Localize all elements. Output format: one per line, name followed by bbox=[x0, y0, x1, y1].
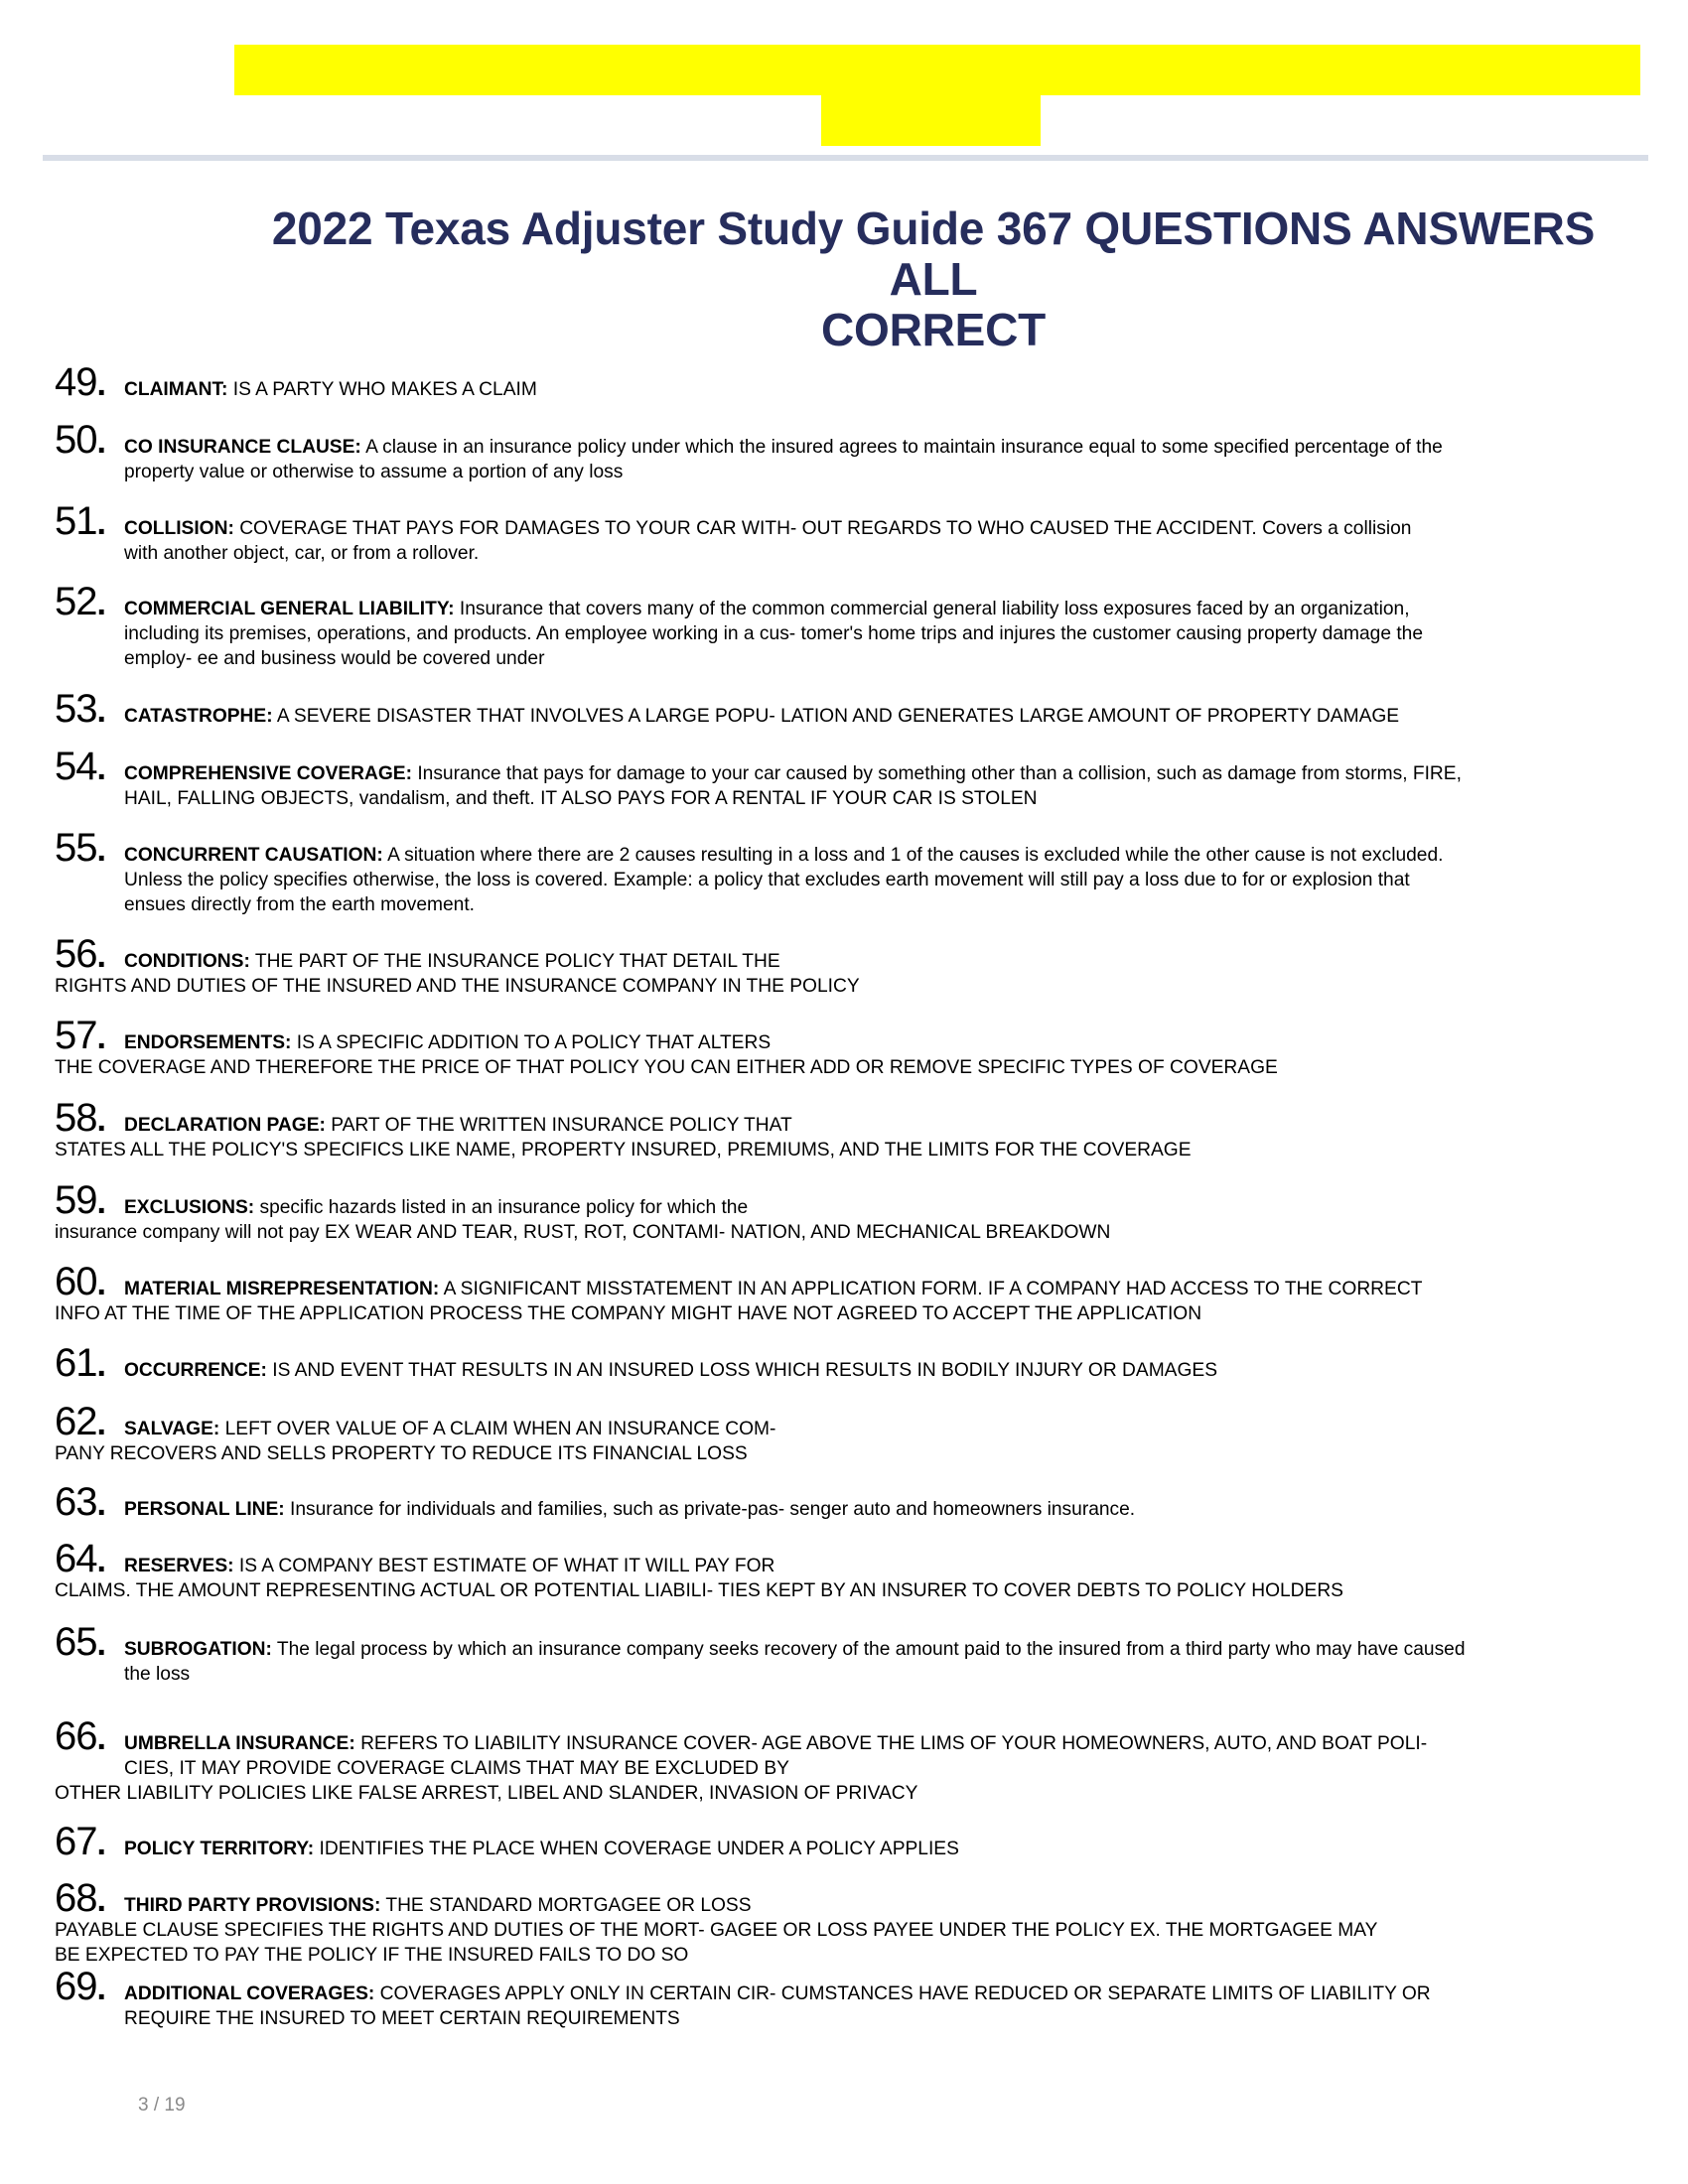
item-definition: A SIGNIFICANT MISSTATEMENT IN AN APPLICATION FORM. IF A COMPANY HAD ACCESS TO THE CORRECT bbox=[439, 1279, 1423, 1299]
item-number: 50. bbox=[55, 418, 105, 462]
item-definition: PART OF THE WRITTEN INSURANCE POLICY THAT bbox=[325, 1115, 792, 1136]
glossary-item-51 bbox=[55, 499, 1653, 566]
title-line-1: 2022 Texas Adjuster Study Guide 367 QUESTIONS ANSWERS ALL bbox=[271, 203, 1596, 305]
item-definition: COVERAGES APPLY ONLY IN CERTAIN CIR- CUMSTANCES HAVE REDUCED OR SEPARATE LIMITS OF LIABILITY OR bbox=[374, 1983, 1431, 2004]
glossary-item-69 bbox=[55, 1965, 1653, 2031]
glossary-item-68 bbox=[55, 1876, 1653, 1968]
item-term: PERSONAL LINE: bbox=[124, 1499, 285, 1520]
item-term: THIRD PARTY PROVISIONS: bbox=[124, 1895, 381, 1916]
item-definition: Insurance for individuals and families, such as private-pas- senger auto and homeowners insurance. bbox=[284, 1499, 1136, 1520]
glossary-item-62 bbox=[55, 1400, 1653, 1466]
item-number: 52. bbox=[55, 580, 105, 623]
item-definition: IDENTIFIES THE PLACE WHEN COVERAGE UNDER A POLICY APPLIES bbox=[314, 1839, 959, 1859]
item-definition-cont: PAYABLE CLAUSE SPECIFIES THE RIGHTS AND DUTIES OF THE MORT- GAGEE OR LOSS PAYEE UNDER THE POLICY EX. THE MORTGAGEE MAY bbox=[55, 1920, 1378, 1941]
item-definition: COVERAGE THAT PAYS FOR DAMAGES TO YOUR CAR WITH- OUT REGARDS TO WHO CAUSED THE ACCIDENT. Covers a collision bbox=[233, 518, 1412, 539]
glossary-item-52 bbox=[55, 580, 1653, 671]
item-term: COMMERCIAL GENERAL LIABILITY: bbox=[124, 599, 455, 619]
item-number: 63. bbox=[55, 1480, 105, 1524]
item-definition: specific hazards listed in an insurance policy for which the bbox=[254, 1197, 749, 1218]
item-term: RESERVES: bbox=[124, 1556, 234, 1576]
item-definition-cont: Unless the policy specifies otherwise, the loss is covered. Example: a policy that excludes earth movement will still pay a loss due to for or explosion that bbox=[124, 870, 1410, 890]
item-number: 56. bbox=[55, 932, 105, 976]
item-definition-cont: CLAIMS. THE AMOUNT REPRESENTING ACTUAL OR POTENTIAL LIABILI- TIES KEPT BY AN INSURER TO COVER DEBTS TO POLICY HOLDERS bbox=[55, 1580, 1343, 1601]
item-definition-cont: including its premises, operations, and products. An employee working in a cus- tomer's home trips and injures the customer causing property damage the bbox=[124, 623, 1424, 644]
item-term: POLICY TERRITORY: bbox=[124, 1839, 315, 1859]
glossary-item-64 bbox=[55, 1537, 1653, 1603]
item-term: ADDITIONAL COVERAGES: bbox=[124, 1983, 375, 2004]
item-term: ENDORSEMENTS: bbox=[124, 1032, 292, 1053]
item-definition-cont: with another object, car, or from a rollover. bbox=[124, 543, 480, 564]
item-number: 55. bbox=[55, 826, 105, 870]
header-divider bbox=[43, 155, 1648, 161]
item-definition: THE STANDARD MORTGAGEE OR LOSS bbox=[380, 1895, 752, 1916]
glossary-item-53 bbox=[55, 687, 1653, 731]
glossary-item-66 bbox=[55, 1714, 1653, 1806]
glossary-item-63 bbox=[55, 1480, 1653, 1524]
item-term: CO INSURANCE CLAUSE: bbox=[124, 437, 361, 458]
item-term: COMPREHENSIVE COVERAGE: bbox=[124, 763, 412, 784]
item-definition: The legal process by which an insurance company seeks recovery of the amount paid to the insured from a third party who may have caused bbox=[271, 1639, 1466, 1660]
item-number: 51. bbox=[55, 499, 105, 543]
item-number: 49. bbox=[55, 360, 105, 404]
page-indicator: 3 / 19 bbox=[138, 2095, 186, 2116]
glossary-item-67 bbox=[55, 1820, 1653, 1863]
item-definition-cont: THE COVERAGE AND THEREFORE THE PRICE OF THAT POLICY YOU CAN EITHER ADD OR REMOVE SPECIFIC TYPES OF COVERAGE bbox=[55, 1057, 1278, 1078]
item-term: SALVAGE: bbox=[124, 1419, 220, 1439]
item-term: MATERIAL MISREPRESENTATION: bbox=[124, 1279, 440, 1299]
glossary-item-55 bbox=[55, 826, 1653, 917]
glossary-item-60 bbox=[55, 1260, 1653, 1326]
item-term: OCCURRENCE: bbox=[124, 1360, 267, 1381]
item-definition-cont: REQUIRE THE INSURED TO MEET CERTAIN REQUIREMENTS bbox=[124, 2008, 680, 2029]
item-definition: THE PART OF THE INSURANCE POLICY THAT DETAIL THE bbox=[249, 951, 780, 972]
item-definition: A SEVERE DISASTER THAT INVOLVES A LARGE POPU- LATION AND GENERATES LARGE AMOUNT OF PROPERTY DAMAGE bbox=[272, 706, 1400, 727]
item-number: 64. bbox=[55, 1537, 105, 1580]
glossary-item-59 bbox=[55, 1178, 1653, 1245]
item-term: CLAIMANT: bbox=[124, 379, 228, 400]
glossary-item-54 bbox=[55, 745, 1653, 811]
item-definition-cont: employ- ee and business would be covered under bbox=[124, 648, 545, 669]
item-number: 66. bbox=[55, 1714, 105, 1758]
item-definition-cont: CIES, IT MAY PROVIDE COVERAGE CLAIMS THAT MAY BE EXCLUDED BY bbox=[124, 1758, 789, 1779]
document-title bbox=[238, 204, 1628, 355]
item-number: 59. bbox=[55, 1178, 105, 1222]
item-term: DECLARATION PAGE: bbox=[124, 1115, 326, 1136]
glossary-item-57 bbox=[55, 1014, 1653, 1080]
item-term: CONCURRENT CAUSATION: bbox=[124, 845, 383, 866]
item-definition-cont: HAIL, FALLING OBJECTS, vandalism, and theft. IT ALSO PAYS FOR A RENTAL IF YOUR CAR IS STOLEN bbox=[124, 788, 1038, 809]
item-definition-cont: STATES ALL THE POLICY'S SPECIFICS LIKE NAME, PROPERTY INSURED, PREMIUMS, AND THE LIMITS FOR THE COVERAGE bbox=[55, 1140, 1192, 1160]
item-definition-cont: RIGHTS AND DUTIES OF THE INSURED AND THE INSURANCE COMPANY IN THE POLICY bbox=[55, 976, 860, 997]
glossary-item-65 bbox=[55, 1620, 1653, 1687]
item-definition: Insurance that covers many of the common commercial general liability loss exposures faced by an organization, bbox=[454, 599, 1410, 619]
item-number: 53. bbox=[55, 687, 105, 731]
item-definition: IS A PARTY WHO MAKES A CLAIM bbox=[227, 379, 537, 400]
item-term: CATASTROPHE: bbox=[124, 706, 273, 727]
item-number: 61. bbox=[55, 1341, 105, 1385]
item-term: COLLISION: bbox=[124, 518, 234, 539]
item-number: 69. bbox=[55, 1965, 105, 2008]
item-definition: A situation where there are 2 causes resulting in a loss and 1 of the causes is excluded while the other cause is not excluded. bbox=[382, 845, 1444, 866]
item-number: 62. bbox=[55, 1400, 105, 1443]
item-definition-cont: BE EXPECTED TO PAY THE POLICY IF THE INSURED FAILS TO DO SO bbox=[55, 1945, 689, 1966]
item-definition: LEFT OVER VALUE OF A CLAIM WHEN AN INSURANCE COM- bbox=[219, 1419, 776, 1439]
title-line-2: CORRECT bbox=[820, 304, 1047, 355]
item-definition: Insurance that pays for damage to your car caused by something other than a collision, such as damage from storms, FIRE, bbox=[412, 763, 1462, 784]
item-number: 58. bbox=[55, 1096, 105, 1140]
glossary-item-56 bbox=[55, 932, 1653, 999]
glossary-item-61 bbox=[55, 1341, 1653, 1385]
item-definition-cont: OTHER LIABILITY POLICIES LIKE FALSE ARREST, LIBEL AND SLANDER, INVASION OF PRIVACY bbox=[55, 1783, 918, 1804]
item-definition: REFERS TO LIABILITY INSURANCE COVER- AGE ABOVE THE LIMS OF YOUR HOMEOWNERS, AUTO, AND BOAT POLI- bbox=[354, 1733, 1428, 1754]
item-definition: IS A COMPANY BEST ESTIMATE OF WHAT IT WILL PAY FOR bbox=[233, 1556, 775, 1576]
item-number: 60. bbox=[55, 1260, 105, 1303]
item-definition-cont: ensues directly from the earth movement. bbox=[124, 894, 475, 915]
item-definition-cont: insurance company will not pay EX WEAR AND TEAR, RUST, ROT, CONTAMI- NATION, AND MECHANICAL BREAKDOWN bbox=[55, 1222, 1111, 1243]
highlight-banner bbox=[234, 45, 1640, 95]
glossary-item-58 bbox=[55, 1096, 1653, 1162]
item-term: UMBRELLA INSURANCE: bbox=[124, 1733, 355, 1754]
item-definition-cont: PANY RECOVERS AND SELLS PROPERTY TO REDUCE ITS FINANCIAL LOSS bbox=[55, 1443, 748, 1464]
item-definition: IS A SPECIFIC ADDITION TO A POLICY THAT ALTERS bbox=[291, 1032, 772, 1053]
item-term: SUBROGATION: bbox=[124, 1639, 272, 1660]
glossary-item-50 bbox=[55, 418, 1653, 484]
item-number: 57. bbox=[55, 1014, 105, 1057]
item-term: EXCLUSIONS: bbox=[124, 1197, 255, 1218]
item-term: CONDITIONS: bbox=[124, 951, 250, 972]
item-definition: A clause in an insurance policy under which the insured agrees to maintain insurance equal to some specified percentage of the bbox=[360, 437, 1443, 458]
item-definition-cont: INFO AT THE TIME OF THE APPLICATION PROCESS THE COMPANY MIGHT HAVE NOT AGREED TO ACCEPT THE APPLICATION bbox=[55, 1303, 1202, 1324]
item-number: 54. bbox=[55, 745, 105, 788]
item-definition-cont: property value or otherwise to assume a portion of any loss bbox=[124, 462, 624, 482]
item-number: 68. bbox=[55, 1876, 105, 1920]
item-definition: IS AND EVENT THAT RESULTS IN AN INSURED LOSS WHICH RESULTS IN BODILY INJURY OR DAMAGES bbox=[266, 1360, 1217, 1381]
item-number: 65. bbox=[55, 1620, 105, 1664]
item-definition-cont: the loss bbox=[124, 1664, 191, 1685]
glossary-item-49 bbox=[55, 360, 1653, 404]
item-number: 67. bbox=[55, 1820, 105, 1863]
highlight-banner-tab bbox=[821, 94, 1041, 146]
